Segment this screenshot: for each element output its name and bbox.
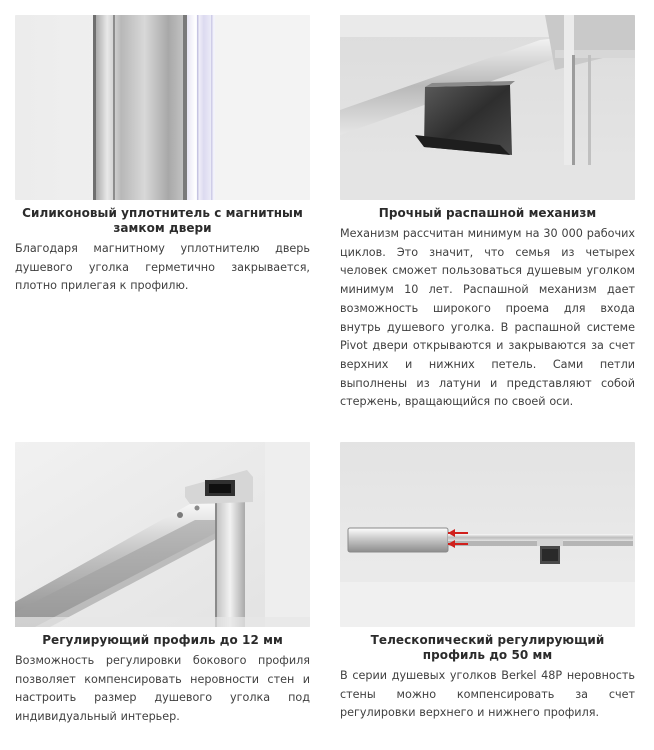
feature-description: Благодаря магнитному уплотнителю дверь душевого уголка герметично закрывается, плотно прилегая к профилю. <box>15 242 310 293</box>
feature-title: Силиконовый уплотнитель с магнитным замком двери <box>22 206 303 235</box>
feature-title: Телескопический регулирующий профиль до 50 мм <box>370 633 605 662</box>
feature-description: Механизм рассчитан минимум на 30 000 рабочих циклов. Это значит, что семья из четырех человек сможет пользоваться душевым уголком минимум 10 лет. Распашной механизм дает возможность широкого проема для входа внутрь душевого уголка. В распашной системе Pivot двери открываются и закрываются за счет верхних и нижних петель. Сами петли выполнены из латуни и представляют собой стержень, вращающийся по своей оси. <box>340 227 635 409</box>
feature-description: В серии душевых уголков Berkel 48P неровность стены можно компенсировать за счет регулировки верхнего и нижнего профиля. <box>340 669 635 720</box>
feature-title: Регулирующий профиль до 12 мм <box>42 633 283 647</box>
feature-description: Возможность регулировки бокового профиля позволяет компенсировать неровности стен и настроить размер душевого уголка под индивидуальный интерьер. <box>15 654 310 724</box>
pivot-mechanism-photo <box>340 15 635 200</box>
telescopic-profile-photo <box>340 442 635 627</box>
adjusting-profile-photo <box>15 442 310 627</box>
feature-card-telescopic-profile <box>340 442 635 723</box>
magnetic-seal-photo <box>15 15 310 200</box>
feature-card-magnetic-seal <box>15 15 310 296</box>
feature-title: Прочный распашной механизм <box>378 206 597 220</box>
feature-card-pivot-mechanism <box>340 15 635 412</box>
feature-card-adjusting-profile <box>15 442 310 727</box>
